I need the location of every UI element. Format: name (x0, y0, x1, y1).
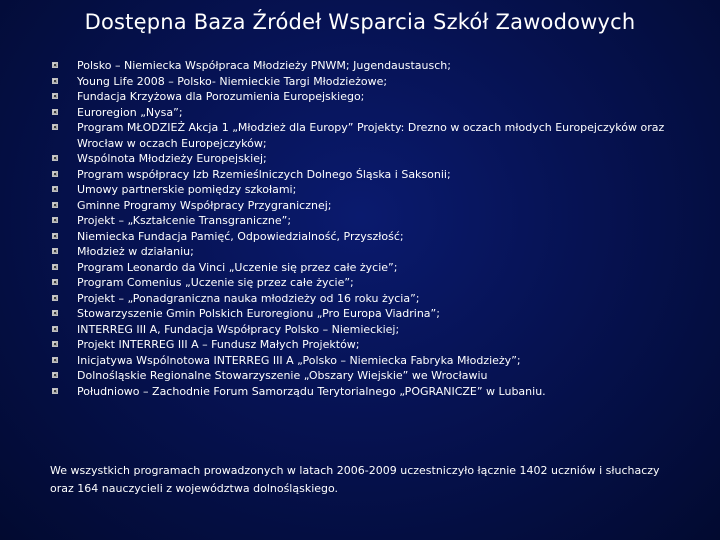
list-item-text: Fundacja Krzyżowa dla Porozumienia Europejskiego; (77, 90, 365, 103)
square-bullet-icon (52, 233, 58, 239)
square-bullet-icon (52, 93, 58, 99)
list-item (50, 229, 690, 245)
list-item (50, 74, 690, 90)
square-bullet-icon (52, 357, 58, 363)
list-item (50, 260, 690, 276)
list-item-text: Projekt – „Kształcenie Transgraniczne”; (77, 214, 292, 227)
list-item (50, 182, 690, 198)
list-item (50, 322, 690, 338)
square-bullet-icon (52, 326, 58, 332)
list-item-text: Gminne Programy Współpracy Przygranicznej; (77, 198, 332, 212)
list-item (50, 167, 690, 183)
list-item-text: Wspólnota Młodzieży Europejskiej; (77, 152, 267, 165)
square-bullet-icon (52, 279, 58, 285)
list-item-text: Polsko – Niemiecka Współpraca Młodzieży PNWM; Jugendaustausch; (77, 59, 451, 72)
square-bullet-icon (52, 109, 58, 115)
summary-text: We wszystkich programach prowadzonych w latach 2006-2009 uczestniczyło łącznie 1402 uczniów i słuchaczy oraz 164 nauczycieli z województwa dolnośląskiego. (50, 464, 660, 495)
square-bullet-icon (52, 186, 58, 192)
list-item (50, 244, 690, 260)
list-item-text: Young Life 2008 – Polsko- Niemieckie Targi Młodzieżowe; (77, 74, 388, 88)
list-item-text: Umowy partnerskie pomiędzy szkołami; (77, 183, 297, 196)
list-item-text: Program Leonardo da Vinci „Uczenie się przez całe życie”; (77, 260, 398, 274)
list-item (50, 120, 690, 151)
square-bullet-icon (52, 388, 58, 394)
list-item (50, 306, 690, 322)
program-list (50, 58, 690, 399)
square-bullet-icon (52, 372, 58, 378)
list-item-text: Młodzież w działaniu; (77, 245, 194, 258)
list-item (50, 291, 690, 307)
square-bullet-icon (52, 202, 58, 208)
list-item (50, 337, 690, 353)
list-item-text: Program Comenius „Uczenie się przez całe życie”; (77, 276, 354, 289)
square-bullet-icon (52, 62, 58, 68)
list-item (50, 89, 690, 105)
list-item (50, 353, 690, 369)
square-bullet-icon (52, 264, 58, 270)
slide-title: Dostępna Baza Źródeł Wsparcia Szkół Zawodowych (84, 10, 636, 34)
list-item-text: Euroregion „Nysa”; (77, 105, 183, 119)
square-bullet-icon (52, 171, 58, 177)
list-item-text: Stowarzyszenie Gmin Polskich Euroregionu „Pro Europa Viadrina”; (77, 307, 440, 320)
list-item (50, 384, 690, 400)
list-item-text: Południowo – Zachodnie Forum Samorządu Terytorialnego „POGRANICZE” w Lubaniu. (77, 384, 546, 398)
list-item (50, 368, 690, 384)
list-item (50, 275, 690, 291)
square-bullet-icon (52, 310, 58, 316)
square-bullet-icon (52, 124, 58, 130)
list-item (50, 198, 690, 214)
square-bullet-icon (52, 341, 58, 347)
square-bullet-icon (52, 78, 58, 84)
list-item (50, 151, 690, 167)
list-item-text: Program MŁODZIEŻ Akcja 1 „Młodzież dla Europy” Projekty: Drezno w oczach młodych Europejczyków oraz Wrocław w oczach Europejczyków; (77, 121, 665, 150)
list-item-text: Projekt INTERREG III A – Fundusz Małych Projektów; (77, 338, 360, 351)
list-item-text: INTERREG III A, Fundacja Współpracy Polsko – Niemieckiej; (77, 322, 400, 336)
list-item (50, 58, 690, 74)
list-item-text: Niemiecka Fundacja Pamięć, Odpowiedzialność, Przyszłość; (77, 229, 404, 243)
list-item-text: Dolnośląskie Regionalne Stowarzyszenie „Obszary Wiejskie” we Wrocławiu (77, 369, 488, 382)
list-item (50, 105, 690, 121)
list-item-text: Inicjatywa Wspólnotowa INTERREG III A „Polsko – Niemiecka Fabryka Młodzieży”; (77, 353, 521, 367)
square-bullet-icon (52, 217, 58, 223)
square-bullet-icon (52, 155, 58, 161)
square-bullet-icon (52, 295, 58, 301)
square-bullet-icon (52, 248, 58, 254)
list-item-text: Program współpracy Izb Rzemieślniczych Dolnego Śląska i Saksonii; (77, 167, 451, 181)
list-item (50, 213, 690, 229)
list-item-text: Projekt – „Ponadgraniczna nauka młodzieży od 16 roku życia”; (77, 291, 420, 305)
